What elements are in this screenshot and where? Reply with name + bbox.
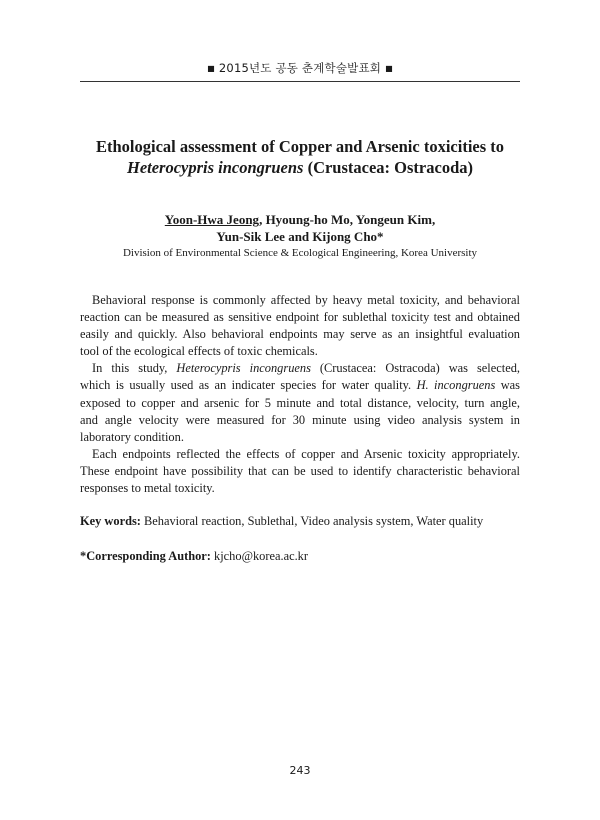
authors-line-2: Yun-Sik Lee and Kijong Cho* bbox=[216, 229, 384, 244]
corresponding-author-email: kjcho@korea.ac.kr bbox=[210, 549, 309, 563]
abstract-paragraph-2: In this study, Heterocypris incongruens (Crustacea: Ostracoda) was selected, which is usually used as an indicater species for water quality. H. incongruens was exposed to copper and arsenic for 5 minute and total distance, velocity, turn angle, and angle velocity were measured for 30 minute using video analysis system in laboratory condition. bbox=[80, 361, 520, 444]
page-number: 243 bbox=[289, 764, 311, 777]
abstract-body bbox=[80, 292, 520, 497]
presenting-author: Yoon-Hwa Jeong bbox=[164, 212, 260, 227]
corresponding-author-label: *Corresponding Author: bbox=[80, 549, 211, 563]
running-header-text: 2015년도 공동 춘계학술발표회 bbox=[218, 61, 382, 75]
header-rule bbox=[80, 81, 520, 82]
keywords bbox=[80, 514, 520, 529]
affiliation: Division of Environmental Science & Ecological Engineering, Korea University bbox=[122, 247, 478, 259]
square-bullet-icon: ■ bbox=[385, 64, 393, 73]
keywords-value: Behavioral reaction, Sublethal, Video analysis system, Water quality bbox=[140, 514, 484, 528]
abstract-paragraph-3: Each endpoints reflected the effects of copper and Arsenic toxicity appropriately. These endpoint have possibility that can be used to identify characteristic behavioral responses to metal toxicity. bbox=[80, 446, 520, 496]
title-line-1: Ethological assessment of Copper and Arsenic toxicities to bbox=[95, 137, 505, 156]
keywords-label: Key words: bbox=[80, 514, 141, 528]
species-abbrev: H. incongruens bbox=[416, 378, 496, 393]
corresponding-author bbox=[80, 549, 520, 564]
running-header bbox=[80, 60, 520, 76]
author-list bbox=[60, 211, 540, 245]
authors-line-1: Yoon-Hwa Jeong, Hyoung-ho Mo, Yongeun Kim, bbox=[164, 212, 436, 227]
square-bullet-icon: ■ bbox=[207, 64, 215, 73]
title-species-name: Heterocypris incongruens bbox=[126, 158, 304, 177]
paper-title bbox=[60, 136, 540, 178]
species-name: Heterocypris incongruens bbox=[176, 361, 311, 376]
title-line-2: Heterocypris incongruens (Crustacea: Ostracoda) bbox=[126, 158, 473, 177]
abstract-paragraph-1: Behavioral response is commonly affected by heavy metal toxicity, and behavioral reaction can be measured as sensitive endpoint for sublethal toxicity test and obtained easily and quickly. Also behavioral endpoints may serve as an insightful evaluation tool of the ecological effects of toxic chemicals. bbox=[80, 293, 520, 359]
